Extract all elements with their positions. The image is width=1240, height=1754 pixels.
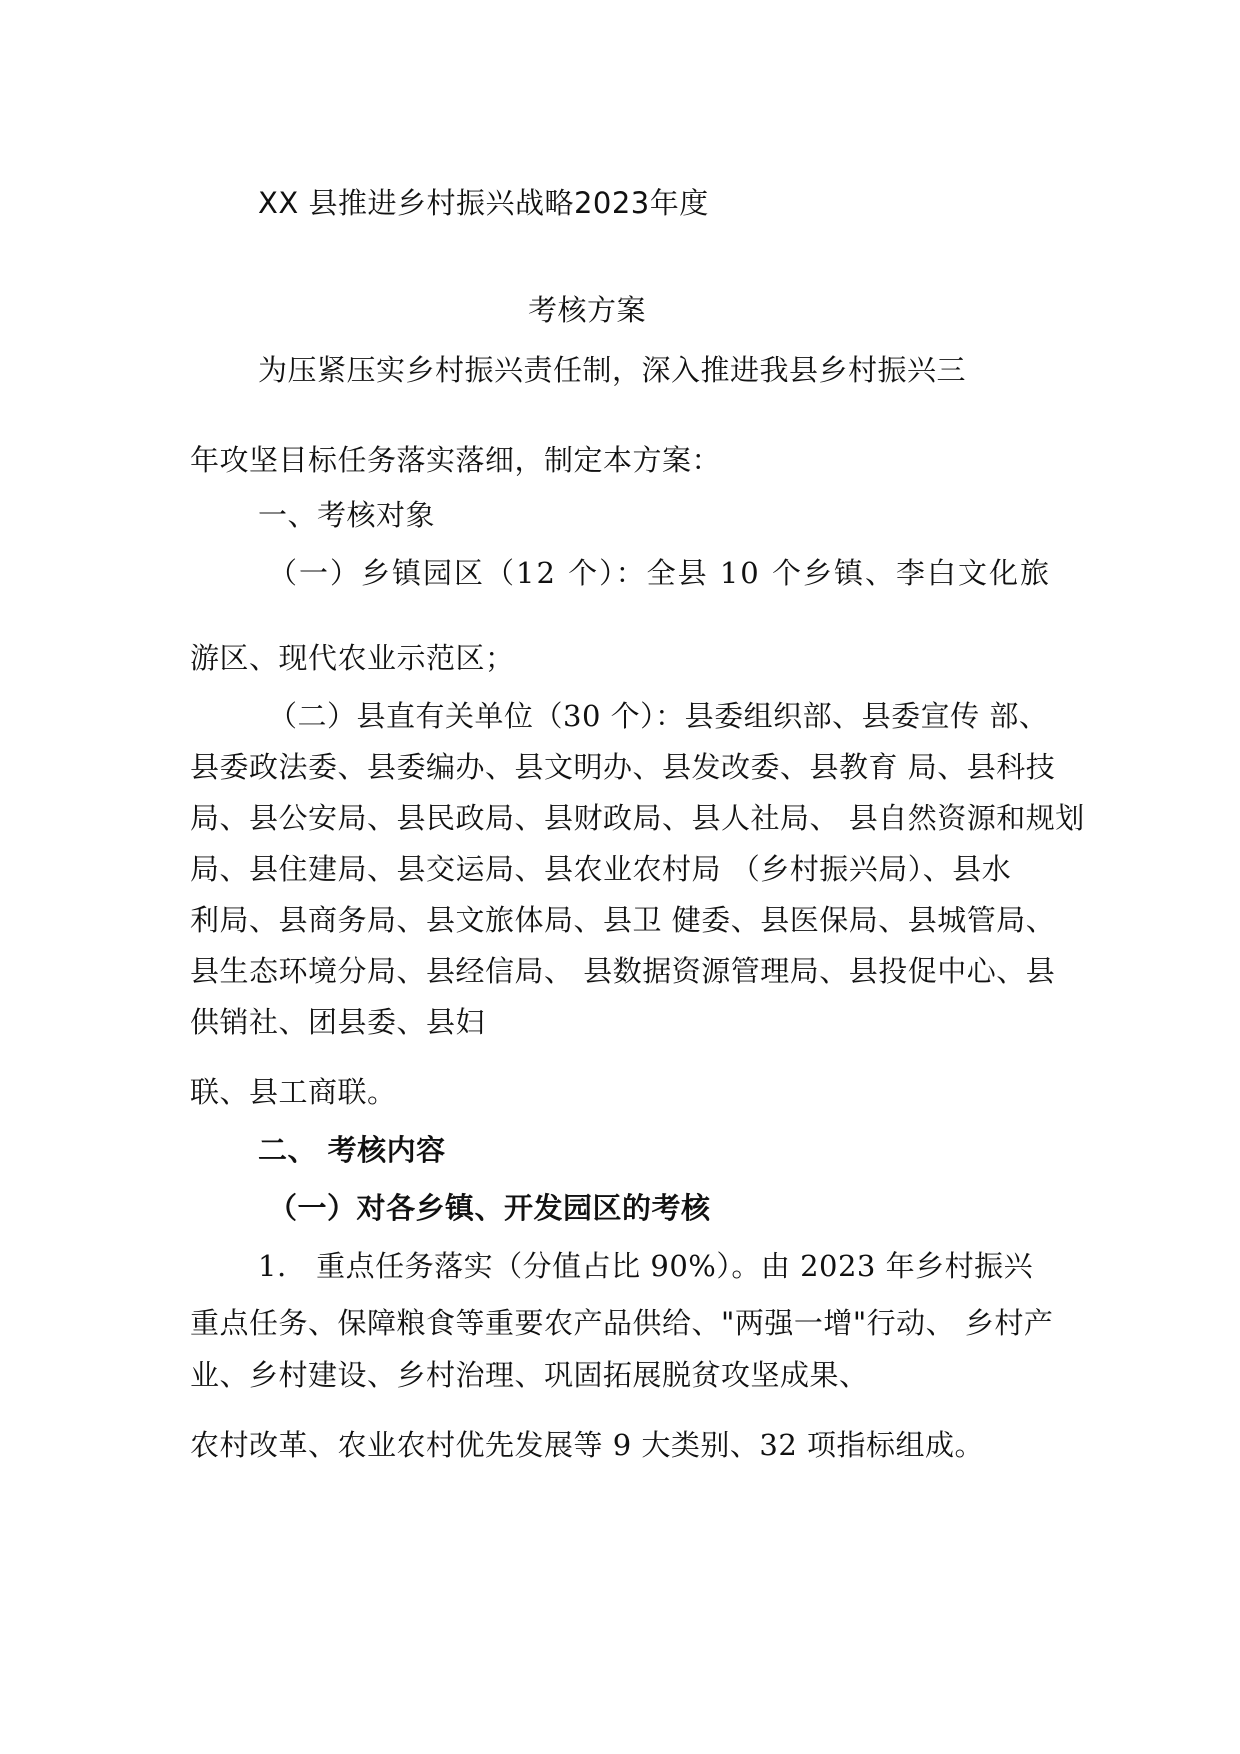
subsection-2-line3: 局、县公安局、县民政局、县财政局、县人社局、 县自然资源和规划: [190, 801, 1085, 835]
intro-paragraph-line2: 年攻坚目标任务落实落细，制定本方案：: [190, 443, 722, 477]
section-heading-2: 二、 考核内容: [258, 1133, 446, 1167]
item-1-line3: 业、乡村建设、乡村治理、巩固拓展脱贫攻坚成果、: [190, 1358, 869, 1392]
subsection-1-line1: （一）乡镇园区（12 个）：全县 10 个乡镇、李白文化旅: [268, 556, 1051, 590]
section-heading-1: 一、考核对象: [258, 498, 436, 532]
item-1-line1: 1. 重点任务落实（分值占比 90%）。由 2023 年乡村振兴: [258, 1249, 1034, 1283]
subsection-3-heading: （一）对各乡镇、开发园区的考核: [268, 1191, 711, 1225]
subsection-2-line1: （二）县直有关单位（30 个）：县委组织部、县委宣传 部、: [268, 699, 1049, 733]
subsection-2-line8: 联、县工商联。: [190, 1075, 397, 1109]
subsection-2-line4: 局、县住建局、县交运局、县农业农村局 （乡村振兴局）、县水: [190, 852, 1012, 886]
item-1-line4: 农村改革、农业农村优先发展等 9 大类别、32 项指标组成。: [190, 1428, 985, 1462]
intro-paragraph-line1: 为压紧压实乡村振兴责任制，深入推进我县乡村振兴三: [258, 353, 967, 387]
item-1-line2: 重点任务、保障粮食等重要农产品供给、"两强一增"行动、 乡村产: [190, 1306, 1054, 1340]
subsection-2-line6: 县生态环境分局、县经信局、 县数据资源管理局、县投促中心、县: [190, 954, 1056, 988]
subsection-2-line2: 县委政法委、县委编办、县文明办、县发改委、县教育 局、县科技: [190, 750, 1056, 784]
subsection-1-line2: 游区、现代农业示范区；: [190, 641, 515, 675]
subsection-2-line5: 利局、县商务局、县文旅体局、县卫 健委、县医保局、县城管局、: [190, 903, 1056, 937]
document-title-line1: XX 县推进乡村振兴战略2023年度: [258, 186, 709, 220]
document-title-line2: 考核方案: [528, 293, 647, 327]
subsection-2-line7: 供销社、团县委、县妇: [190, 1005, 486, 1039]
